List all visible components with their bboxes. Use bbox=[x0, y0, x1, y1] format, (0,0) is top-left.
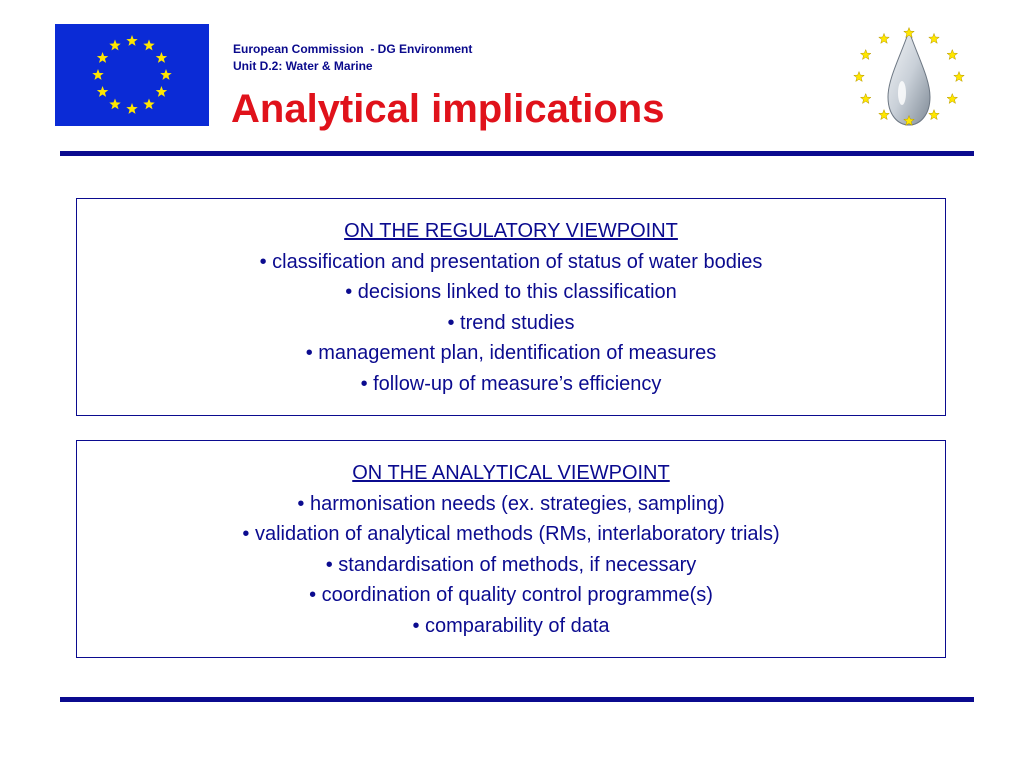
regulatory-heading: ON THE REGULATORY VIEWPOINT bbox=[344, 220, 678, 242]
eu-star-icon bbox=[160, 69, 171, 80]
regulatory-item: • decisions linked to this classification bbox=[345, 281, 677, 303]
page-title: Analytical implications bbox=[231, 87, 665, 131]
eu-star-icon bbox=[97, 52, 108, 63]
org-line-1: European Commission - DG Environment bbox=[233, 42, 473, 56]
analytical-item: • standardisation of methods, if necessary bbox=[325, 553, 697, 576]
analytical-item: • validation of analytical methods (RMs, interlaboratory trials) bbox=[242, 523, 780, 545]
org-line-2: Unit D.2: Water & Marine bbox=[233, 59, 373, 73]
eu-star-icon bbox=[143, 98, 154, 109]
logo-star-icon bbox=[954, 72, 964, 82]
bottom-divider bbox=[60, 697, 974, 702]
logo-star-icon bbox=[929, 110, 939, 120]
regulatory-item: • follow-up of measure’s efficiency bbox=[360, 372, 662, 395]
logo-star-icon bbox=[879, 110, 889, 120]
analytical-viewpoint-box bbox=[76, 440, 946, 658]
eu-star-icon bbox=[109, 40, 120, 51]
eu-star-icon bbox=[143, 40, 154, 51]
regulatory-item: • management plan, identification of measures bbox=[305, 342, 717, 364]
logo-star-icon bbox=[860, 94, 870, 104]
logo-star-icon bbox=[947, 50, 957, 60]
analytical-item: • harmonisation needs (ex. strategies, sampling) bbox=[297, 492, 725, 515]
eu-star-icon bbox=[156, 52, 167, 63]
logo-star-icon bbox=[860, 50, 870, 60]
eu-star-icon bbox=[109, 98, 120, 109]
eu-star-icon bbox=[156, 86, 167, 97]
eu-star-icon bbox=[126, 103, 137, 114]
water-drop-stars-icon bbox=[848, 27, 970, 131]
analytical-item: • comparability of data bbox=[412, 614, 610, 637]
eu-star-icon bbox=[97, 86, 108, 97]
logo-star-icon bbox=[879, 33, 889, 43]
logo-star-icon bbox=[947, 94, 957, 104]
header-organisation bbox=[233, 41, 472, 75]
eu-star-icon bbox=[92, 69, 103, 80]
regulatory-item: • trend studies bbox=[447, 311, 575, 334]
regulatory-viewpoint-box bbox=[76, 198, 946, 416]
logo-star-icon bbox=[854, 72, 864, 82]
analytical-heading: ON THE ANALYTICAL VIEWPOINT bbox=[352, 462, 670, 484]
regulatory-item: • classification and presentation of status of water bodies bbox=[259, 250, 763, 273]
analytical-item: • coordination of quality control programme(s) bbox=[309, 584, 713, 606]
logo-star-icon bbox=[929, 33, 939, 43]
eu-flag-icon bbox=[55, 24, 209, 126]
top-divider bbox=[60, 151, 974, 156]
eu-star-icon bbox=[126, 35, 137, 46]
